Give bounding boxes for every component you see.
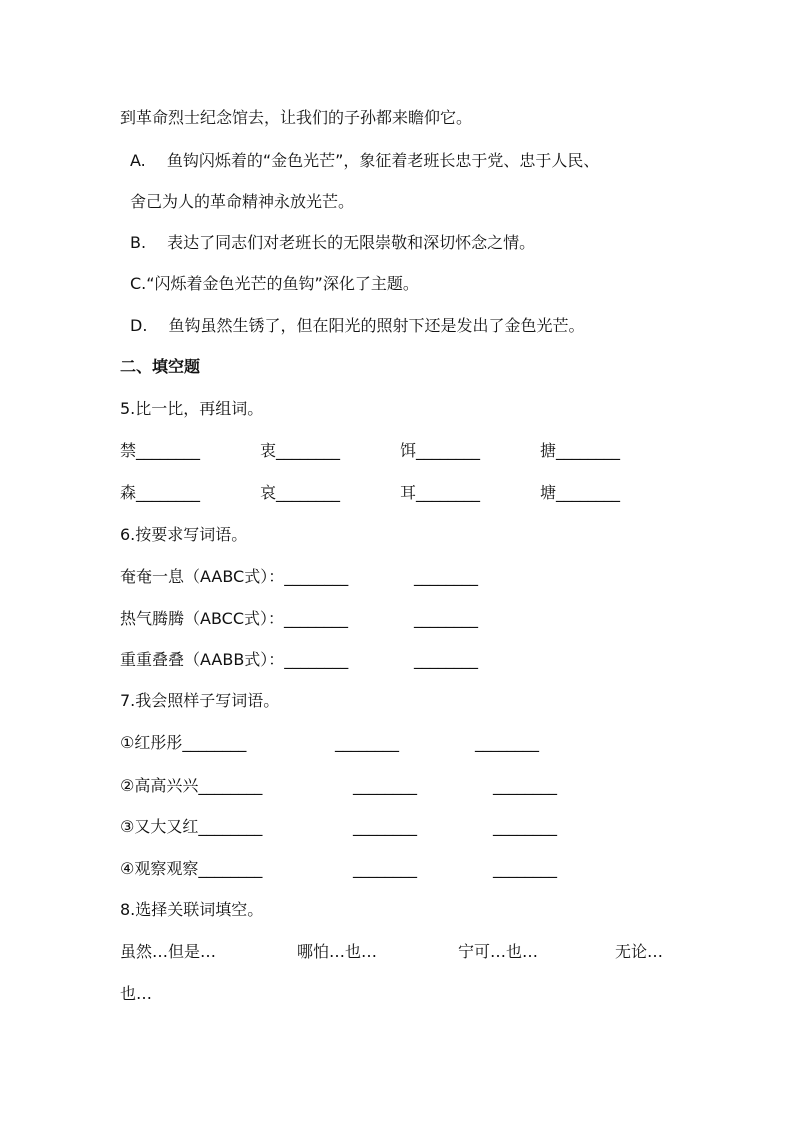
q7-blank: ________ — [493, 859, 557, 878]
section-title: 二、填空题 — [120, 357, 201, 376]
option-label: D. — [130, 316, 148, 335]
q7-blank: ________ — [353, 776, 417, 795]
q4-option-b — [130, 232, 535, 254]
q8-option: 宁可…也… — [458, 942, 539, 961]
q7-example: ③又大又红________ — [120, 817, 263, 836]
q6-prompt: 热气腾腾（ABCC式）：________ — [120, 609, 348, 628]
q7-blank: ________ — [493, 776, 557, 795]
q5-item: 衷________ — [260, 441, 341, 460]
q7-blank: ________ — [493, 817, 557, 836]
q7-blank: ________ — [353, 859, 417, 878]
q6-blank: ________ — [414, 567, 478, 586]
q5-item: 禁________ — [120, 441, 201, 460]
option-text: “闪烁着金色光芒的鱼钩”深化了主题。 — [146, 274, 419, 293]
q5-item: 塘________ — [540, 483, 621, 502]
q7-title: 7.我会照样子写词语。 — [120, 691, 280, 710]
q4-option-a — [130, 150, 599, 172]
q4-option-c — [130, 273, 419, 295]
q7-example: ①红彤彤________ — [120, 733, 247, 752]
q6-prompt: 重重叠叠（AABB式）：________ — [120, 650, 349, 669]
q5-title: 5.比一比，再组词。 — [120, 399, 264, 418]
passage-tail: 到革命烈士纪念馆去，让我们的子孙都来瞻仰它。 — [120, 108, 473, 127]
q8-title: 8.选择关联词填空。 — [120, 900, 264, 919]
q5-item: 森________ — [120, 483, 201, 502]
q7-example: ④观察观察________ — [120, 859, 263, 878]
option-label: A. — [130, 151, 146, 170]
q5-item: 搪________ — [540, 441, 621, 460]
option-text: 表达了同志们对老班长的无限崇敬和深切怀念之情。 — [167, 233, 536, 252]
q8-option-continuation: 也… — [120, 984, 153, 1003]
q5-item: 饵________ — [400, 441, 481, 460]
option-label: B. — [130, 233, 147, 252]
q8-option: 无论… — [615, 942, 664, 961]
q7-blank: ________ — [353, 817, 417, 836]
q6-blank: ________ — [414, 650, 478, 669]
option-text: 鱼钩虽然生锈了，但在阳光的照射下还是发出了金色光芒。 — [168, 316, 585, 335]
q6-title: 6.按要求写词语。 — [120, 525, 248, 544]
q8-option: 哪怕…也… — [297, 942, 378, 961]
q7-example: ②高高兴兴________ — [120, 776, 263, 795]
q7-blank: ________ — [335, 733, 399, 752]
q5-item: 耳________ — [400, 483, 481, 502]
q8-option: 虽然…但是… — [120, 942, 217, 961]
q6-prompt: 奄奄一息（AABC式）：________ — [120, 567, 349, 586]
q7-blank: ________ — [475, 733, 539, 752]
option-label: C. — [130, 274, 147, 293]
option-text: 鱼钩闪烁着的“金色光芒”，象征着老班长忠于党、忠于人民、 — [166, 151, 600, 170]
q6-blank: ________ — [414, 609, 478, 628]
q4-option-a-continuation: 舍己为人的革命精神永放光芒。 — [130, 192, 355, 211]
q4-option-d — [130, 315, 585, 337]
q5-item: 哀________ — [260, 483, 341, 502]
